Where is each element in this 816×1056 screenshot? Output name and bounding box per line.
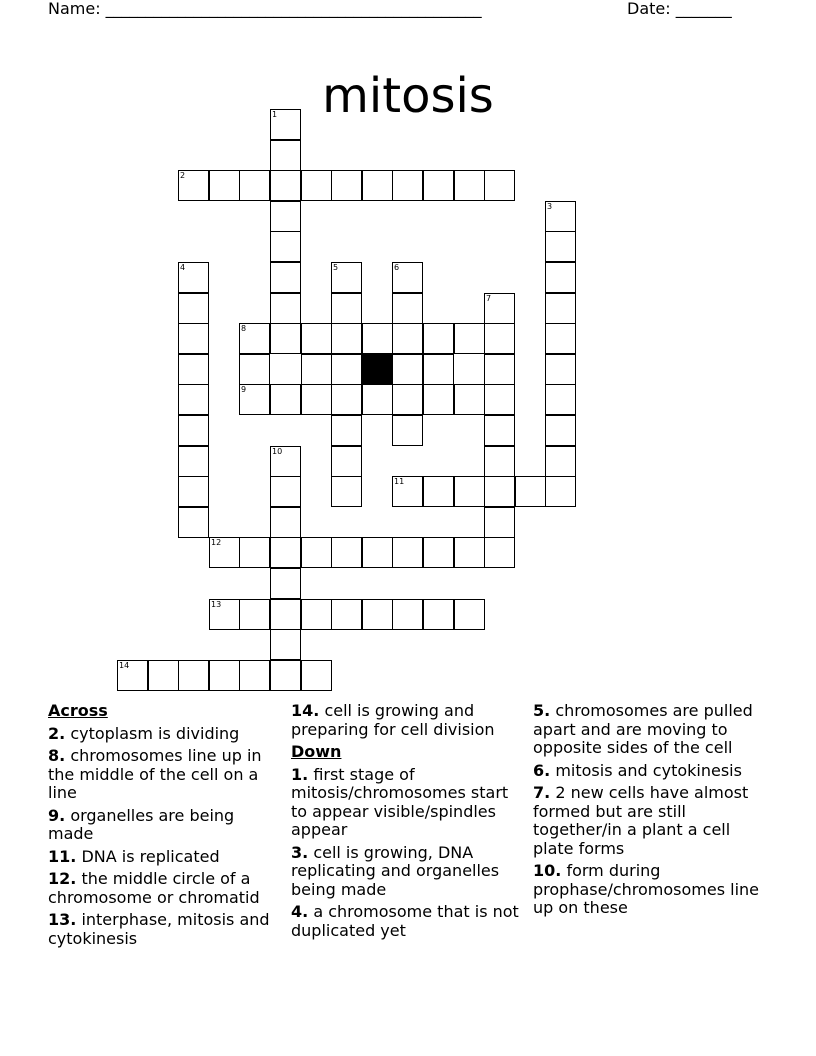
grid-cell[interactable] (270, 231, 301, 262)
grid-cell[interactable] (484, 170, 515, 201)
grid-cell[interactable] (392, 262, 423, 293)
grid-cell[interactable] (178, 415, 209, 446)
grid-cell[interactable] (484, 537, 515, 568)
grid-cell[interactable] (239, 660, 270, 691)
cell-number: 4 (180, 263, 186, 272)
grid-cell[interactable] (331, 384, 362, 415)
grid-cell[interactable] (301, 537, 332, 568)
grid-cell[interactable] (454, 537, 485, 568)
cell-number: 6 (394, 263, 400, 272)
grid-cell[interactable] (178, 323, 209, 354)
cell-number: 1 (272, 110, 278, 119)
grid-cell[interactable] (331, 262, 362, 293)
cell-number: 14 (119, 661, 130, 670)
grid-cell[interactable] (178, 354, 209, 385)
grid-cell[interactable] (301, 354, 332, 385)
cell-number: 2 (180, 171, 186, 180)
grid-cell[interactable] (392, 476, 423, 507)
grid-cell[interactable] (362, 170, 393, 201)
grid-cell[interactable] (331, 537, 362, 568)
grid-cell[interactable] (484, 507, 515, 538)
grid-cell[interactable] (545, 323, 576, 354)
grid-cell[interactable] (270, 323, 301, 354)
grid-cell[interactable] (545, 384, 576, 415)
down-heading: Down (291, 742, 342, 761)
grid-cell[interactable] (545, 446, 576, 477)
grid-cell[interactable] (392, 384, 423, 415)
grid-cell[interactable] (392, 537, 423, 568)
grid-cell[interactable] (178, 476, 209, 507)
grid-cell[interactable] (270, 170, 301, 201)
grid-cell[interactable] (117, 660, 148, 691)
grid-cell[interactable] (454, 599, 485, 630)
grid-cell[interactable] (270, 629, 301, 660)
grid-cell[interactable] (362, 384, 393, 415)
grid-cell[interactable] (331, 476, 362, 507)
grid-cell[interactable] (545, 415, 576, 446)
grid-cell[interactable] (301, 599, 332, 630)
grid-cell[interactable] (454, 384, 485, 415)
clue-down-4: 4. a chromosome that is not duplicated yet (291, 902, 519, 940)
grid-cell[interactable] (454, 323, 485, 354)
grid-cell[interactable] (209, 660, 240, 691)
clue-across-11: 11. DNA is replicated (48, 846, 220, 866)
grid-cell[interactable] (484, 354, 515, 385)
grid-cell[interactable] (484, 323, 515, 354)
clue-column-2 (291, 702, 527, 944)
grid-cell[interactable] (270, 109, 301, 140)
grid-cell[interactable] (484, 446, 515, 477)
grid-cell[interactable] (392, 323, 423, 354)
clue-across-2: 2. cytoplasm is dividing (48, 723, 240, 743)
grid-cell[interactable] (545, 262, 576, 293)
grid-cell[interactable] (270, 384, 301, 415)
clue-column-1 (48, 702, 284, 952)
clue-across-13: 13. interphase, mitosis and cytokinesis (48, 910, 270, 948)
grid-cell[interactable] (270, 660, 301, 691)
grid-cell[interactable] (270, 201, 301, 232)
grid-cell[interactable] (392, 599, 423, 630)
grid-cell[interactable] (545, 231, 576, 262)
grid-cell[interactable] (301, 384, 332, 415)
grid-cell[interactable] (362, 537, 393, 568)
grid-cell[interactable] (239, 354, 270, 385)
grid-cell[interactable] (270, 140, 301, 171)
grid-cell[interactable] (515, 476, 546, 507)
grid-cell[interactable] (270, 262, 301, 293)
grid-cell[interactable] (301, 323, 332, 354)
grid-cell[interactable] (239, 170, 270, 201)
cell-number: 10 (272, 447, 283, 456)
cell-number: 12 (211, 538, 222, 547)
blocked-cell (362, 354, 393, 385)
cell-number: 13 (211, 600, 222, 609)
grid-cell[interactable] (239, 384, 270, 415)
grid-cell[interactable] (423, 384, 454, 415)
grid-cell[interactable] (545, 293, 576, 324)
cell-number: 5 (333, 263, 339, 272)
grid-cell[interactable] (178, 507, 209, 538)
clue-down-7: 7. 2 new cells have almost formed but are still together/in a plant a cell plate forms (533, 783, 749, 858)
grid-cell[interactable] (545, 354, 576, 385)
grid-cell[interactable] (148, 660, 179, 691)
clue-across-9: 9. organelles are being made (48, 805, 235, 843)
grid-cell[interactable] (423, 537, 454, 568)
grid-cell[interactable] (209, 537, 240, 568)
grid-cell[interactable] (270, 446, 301, 477)
name-field-label[interactable]: Name: _______________________________________________ (48, 0, 482, 18)
clue-down-3: 3. cell is growing, DNA replicating and organelles being made (291, 842, 500, 899)
grid-cell[interactable] (423, 476, 454, 507)
grid-cell[interactable] (392, 415, 423, 446)
grid-cell[interactable] (423, 599, 454, 630)
grid-cell[interactable] (178, 262, 209, 293)
clue-across-12: 12. the middle circle of a chromosome or chromatid (48, 869, 260, 907)
grid-cell[interactable] (178, 660, 209, 691)
date-field-label[interactable]: Date: _______ (627, 0, 732, 18)
grid-cell[interactable] (331, 354, 362, 385)
grid-cell[interactable] (239, 537, 270, 568)
grid-cell[interactable] (239, 599, 270, 630)
grid-cell[interactable] (484, 415, 515, 446)
grid-cell[interactable] (484, 476, 515, 507)
grid-cell[interactable] (331, 599, 362, 630)
grid-cell[interactable] (270, 568, 301, 599)
clue-down-5: 5. chromosomes are pulled apart and are moving to opposite sides of the cell (533, 701, 753, 757)
grid-cell[interactable] (239, 323, 270, 354)
grid-cell[interactable] (392, 354, 423, 385)
grid-cell[interactable] (484, 384, 515, 415)
across-heading: Across (48, 701, 108, 720)
cell-number: 9 (241, 385, 247, 394)
grid-cell[interactable] (270, 476, 301, 507)
grid-cell[interactable] (423, 323, 454, 354)
grid-cell[interactable] (270, 599, 301, 630)
grid-cell[interactable] (209, 170, 240, 201)
grid-cell[interactable] (362, 323, 393, 354)
grid-cell[interactable] (270, 293, 301, 324)
clue-down-10: 10. form during prophase/chromosomes line up on these (533, 861, 760, 917)
cell-number: 8 (241, 324, 247, 333)
grid-cell[interactable] (423, 354, 454, 385)
grid-cell[interactable] (484, 293, 515, 324)
grid-cell[interactable] (362, 599, 393, 630)
grid-cell[interactable] (331, 446, 362, 477)
clue-down-1: 1. first stage of mitosis/chromosomes start to appear visible/spindles appear (291, 764, 509, 839)
grid-cell[interactable] (545, 476, 576, 507)
cell-number: 3 (547, 202, 553, 211)
grid-cell[interactable] (423, 170, 454, 201)
grid-cell[interactable] (545, 201, 576, 232)
grid-cell[interactable] (301, 170, 332, 201)
clue-down-6: 6. mitosis and cytokinesis (533, 760, 742, 780)
grid-cell[interactable] (178, 384, 209, 415)
page-title: mitosis (322, 68, 494, 125)
grid-cell[interactable] (392, 170, 423, 201)
grid-cell[interactable] (454, 170, 485, 201)
grid-cell[interactable] (270, 507, 301, 538)
grid-cell[interactable] (178, 293, 209, 324)
grid-cell[interactable] (454, 476, 485, 507)
grid-cell[interactable] (331, 293, 362, 324)
clue-across-14: 14. cell is growing and preparing for cell division (291, 701, 495, 739)
clue-column-3 (533, 702, 769, 922)
grid-cell[interactable] (209, 599, 240, 630)
grid-cell[interactable] (331, 170, 362, 201)
cell-number: 11 (394, 477, 405, 486)
grid-cell[interactable] (301, 660, 332, 691)
grid-cell[interactable] (331, 323, 362, 354)
clue-across-8: 8. chromosomes line up in the middle of the cell on a line (48, 746, 262, 802)
grid-cell[interactable] (178, 170, 209, 201)
grid-cell[interactable] (178, 446, 209, 477)
grid-cell[interactable] (270, 537, 301, 568)
cell-number: 7 (486, 294, 492, 303)
grid-cell[interactable] (392, 293, 423, 324)
grid-cell[interactable] (331, 415, 362, 446)
